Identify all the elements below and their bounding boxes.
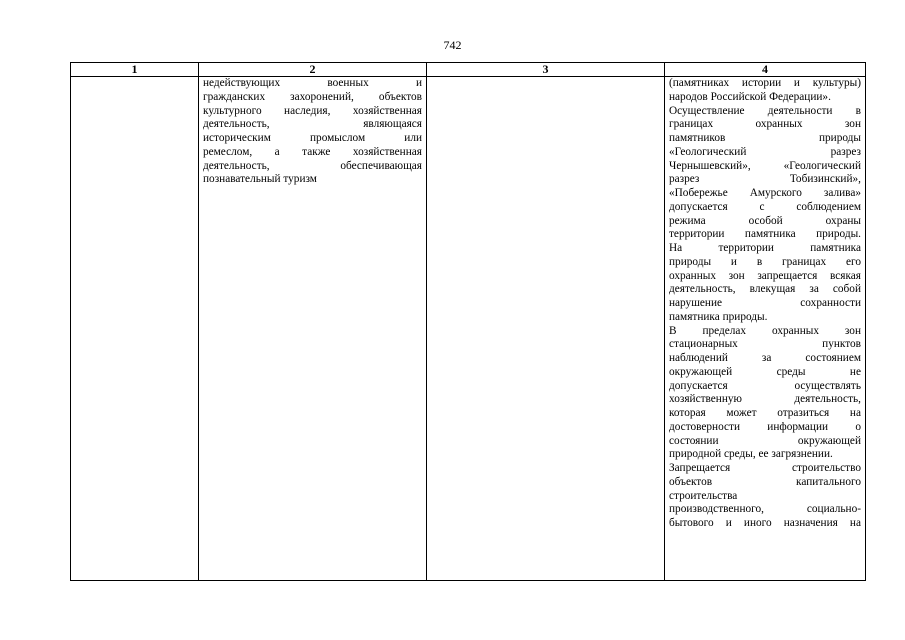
text-line: окружающей среды не	[669, 365, 861, 378]
text-line: Запрещается строительство	[669, 462, 861, 474]
text-line: народов Российской Федерации».	[669, 90, 831, 103]
text-line: деятельность, являющаяся	[203, 118, 422, 131]
table-header-row	[71, 63, 866, 77]
text-line: достоверности информации о	[669, 420, 861, 433]
page-number: 742	[443, 38, 462, 52]
column-header-4: 4	[665, 63, 866, 77]
text-line: деятельность, влекущая за собой	[669, 283, 861, 296]
text-line: допускается с соблюдением	[669, 200, 861, 213]
text-line: «Побережье Амурского залива»	[669, 187, 861, 199]
text-line: допускается осуществлять	[669, 379, 861, 392]
text-line: На территории памятника	[669, 242, 861, 254]
col4-text	[669, 77, 861, 531]
text-line: природной среды, ее загрязнении.	[669, 448, 833, 461]
text-line: стационарных пунктов	[669, 338, 861, 351]
text-line: ремеслом, а также хозяйственная	[203, 145, 422, 158]
column-header-3: 3	[427, 63, 665, 77]
text-line: памятника природы.	[669, 310, 768, 323]
text-line: территории памятника природы.	[669, 228, 861, 241]
text-line: познавательный туризм	[203, 173, 317, 186]
text-line: границах охранных зон	[669, 118, 861, 131]
text-line: строительства	[669, 489, 738, 502]
cell-col4	[665, 77, 866, 581]
text-line: разрез Тобизинский»,	[669, 173, 861, 186]
text-line: хозяйственную деятельность,	[669, 393, 861, 406]
text-line: историческим промыслом или	[203, 132, 422, 144]
text-line: недействующих военных и	[203, 77, 422, 89]
text-line: нарушение сохранности	[669, 297, 861, 309]
text-line: (памятниках истории и культуры)	[669, 77, 861, 89]
text-line: бытового и иного назначения на	[669, 517, 861, 529]
text-line: режима особой охраны	[669, 214, 861, 227]
cell-col1	[71, 77, 199, 581]
table-row	[71, 77, 866, 581]
text-line: «Геологический разрез	[669, 145, 861, 158]
text-line: Чернышевский», «Геологический	[669, 159, 861, 172]
text-line: производственного, социально-	[669, 503, 861, 516]
text-line: Осуществление деятельности в	[669, 104, 861, 117]
document-table	[70, 62, 866, 581]
text-line: состоянии окружающей	[669, 434, 861, 447]
cell-col3	[427, 77, 665, 581]
column-header-2: 2	[199, 63, 427, 77]
text-line: охранных зон запрещается всякая	[669, 269, 861, 282]
column-header-1: 1	[71, 63, 199, 77]
cell-col2	[199, 77, 427, 581]
text-line: В пределах охранных зон	[669, 324, 861, 337]
text-line: наблюдений за состоянием	[669, 352, 861, 364]
text-line: природы и в границах его	[669, 255, 861, 268]
text-line: объектов капитального	[669, 475, 861, 488]
text-line: деятельность, обеспечивающая	[203, 159, 422, 172]
text-line: гражданских захоронений, объектов	[203, 90, 422, 103]
text-line: памятников природы	[669, 132, 861, 144]
text-line: культурного наследия, хозяйственная	[203, 104, 422, 117]
text-line: которая может отразиться на	[669, 407, 861, 419]
col2-text	[203, 77, 422, 187]
